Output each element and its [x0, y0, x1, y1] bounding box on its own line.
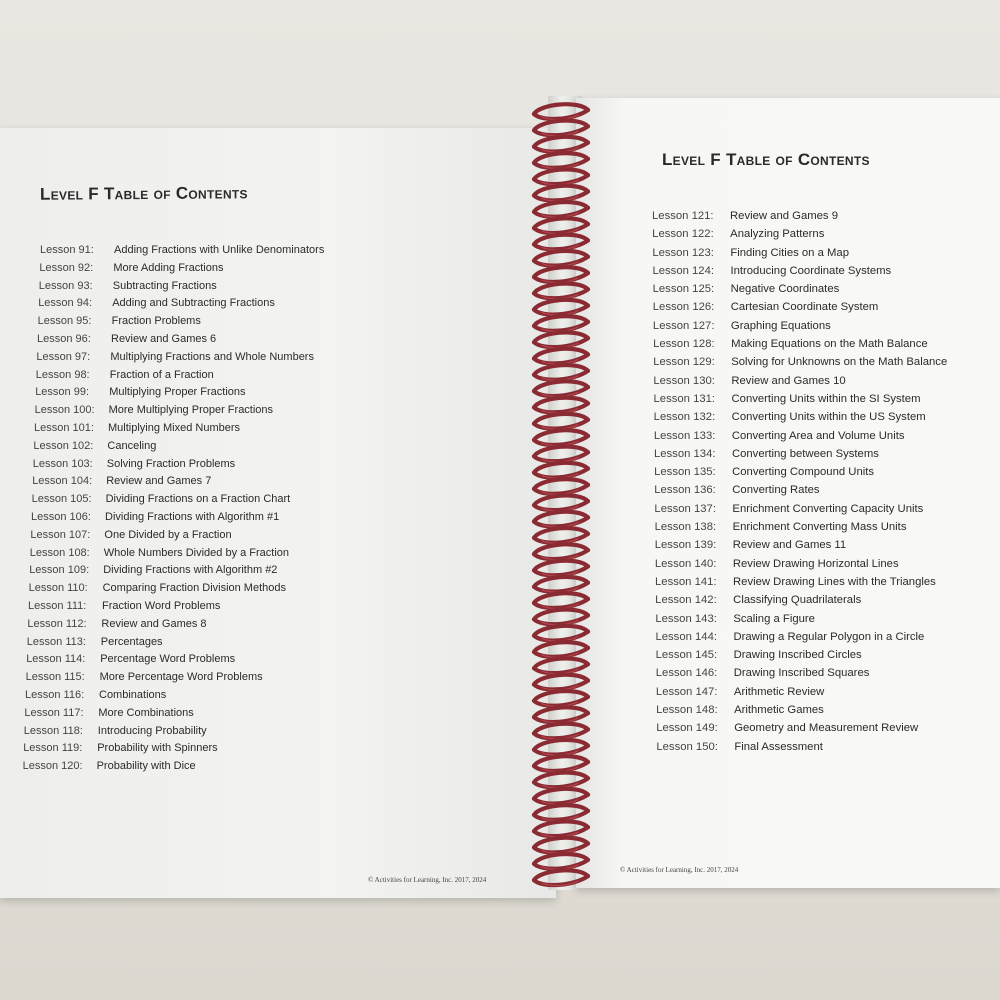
- left-copyright: © Activities for Learning, Inc. 2017, 2024: [368, 876, 487, 884]
- lesson-title: One Divided by a Fraction: [104, 528, 232, 541]
- toc-entry: [39, 280, 369, 298]
- lesson-number: Lesson 95:: [37, 315, 92, 328]
- lesson-number: Lesson 106:: [31, 510, 91, 523]
- lesson-number: Lesson 107:: [30, 528, 91, 541]
- lesson-number: Lesson 119:: [23, 742, 83, 755]
- lesson-title: Solving Fraction Problems: [106, 457, 236, 470]
- toc-entry: [655, 594, 985, 612]
- lesson-title: Converting Rates: [732, 484, 820, 497]
- lesson-number: Lesson 126:: [652, 301, 715, 314]
- lesson-number: Lesson 109:: [29, 564, 90, 577]
- toc-entry: [656, 686, 986, 704]
- lesson-title: Review and Games 8: [101, 617, 207, 630]
- lesson-title: Dividing Fractions on a Fraction Chart: [105, 493, 291, 506]
- toc-entry: [653, 283, 983, 301]
- lesson-title: More Percentage Word Problems: [99, 671, 263, 684]
- toc-entry: [656, 722, 986, 740]
- toc-entry: [31, 511, 361, 529]
- toc-entry: [25, 689, 355, 707]
- lesson-title: Cartesian Coordinate System: [730, 301, 879, 314]
- lesson-number: Lesson 92:: [39, 261, 94, 274]
- toc-entry: [653, 375, 983, 393]
- lesson-number: Lesson 135:: [654, 466, 716, 479]
- toc-entry: [29, 564, 359, 582]
- toc-entry: [654, 393, 984, 411]
- toc-entry: [32, 493, 362, 511]
- lesson-title: Enrichment Converting Capacity Units: [732, 502, 924, 515]
- lesson-number: Lesson 131:: [653, 392, 716, 405]
- toc-entry: [24, 725, 354, 743]
- lesson-number: Lesson 138:: [654, 521, 717, 534]
- lesson-title: Finding Cities on a Map: [730, 246, 849, 259]
- toc-entry: [652, 228, 982, 246]
- lesson-number: Lesson 102:: [33, 439, 94, 452]
- lesson-title: Fraction Problems: [111, 315, 201, 328]
- toc-entry: [35, 386, 365, 404]
- toc-entry: [652, 210, 982, 228]
- lesson-title: Combinations: [99, 688, 167, 701]
- left-page-title: Level F Table of Contents: [39, 183, 248, 204]
- lesson-number: Lesson 134:: [653, 447, 716, 460]
- toc-entry: [652, 265, 982, 283]
- lesson-number: Lesson 147:: [655, 685, 718, 698]
- toc-entry: [653, 301, 983, 319]
- lesson-title: More Multiplying Proper Fractions: [108, 404, 274, 417]
- toc-entry: [655, 631, 985, 649]
- toc-entry: [654, 484, 984, 502]
- right-page-title: Level F Table of Contents: [662, 150, 870, 169]
- toc-entry: [39, 262, 369, 280]
- lesson-number: Lesson 105:: [31, 493, 92, 506]
- lesson-title: Making Equations on the Math Balance: [731, 338, 928, 351]
- toc-entry: [654, 466, 984, 484]
- lesson-number: Lesson 145:: [655, 649, 718, 662]
- toc-entry: [652, 247, 982, 265]
- lesson-title: Whole Numbers Divided by a Fraction: [103, 546, 290, 559]
- toc-entry: [27, 636, 357, 654]
- lesson-title: Review and Games 9: [730, 210, 838, 222]
- lesson-number: Lesson 129:: [653, 356, 715, 369]
- lesson-title: Classifying Quadrilaterals: [733, 594, 862, 607]
- lesson-number: Lesson 99:: [35, 386, 90, 399]
- lesson-title: Review and Games 10: [731, 374, 846, 387]
- lesson-number: Lesson 123:: [652, 246, 714, 259]
- lesson-number: Lesson 142:: [655, 594, 717, 607]
- toc-entry: [656, 667, 986, 685]
- lesson-number: Lesson 113:: [26, 635, 86, 648]
- lesson-number: Lesson 144:: [655, 630, 718, 643]
- lesson-number: Lesson 116:: [25, 688, 85, 701]
- toc-entry: [30, 529, 360, 547]
- lesson-title: Probability with Spinners: [97, 742, 218, 755]
- toc-entry: [656, 704, 986, 722]
- lesson-title: Review Drawing Lines with the Triangles: [733, 575, 936, 588]
- lesson-title: Arithmetic Games: [734, 704, 824, 717]
- toc-entry: [655, 576, 985, 594]
- lesson-title: Introducing Coordinate Systems: [730, 264, 892, 277]
- lesson-title: Fraction of a Fraction: [109, 368, 214, 381]
- lesson-title: Review and Games 6: [111, 332, 217, 345]
- toc-entry: [33, 440, 363, 458]
- left-page: [0, 128, 556, 898]
- lesson-number: Lesson 127:: [652, 319, 715, 332]
- toc-entry: [655, 521, 985, 539]
- lesson-number: Lesson 103:: [32, 457, 93, 470]
- toc-entry: [36, 351, 366, 369]
- lesson-number: Lesson 148:: [656, 704, 718, 717]
- lesson-title: Converting Compound Units: [732, 466, 875, 479]
- lesson-number: Lesson 112:: [27, 617, 87, 630]
- toc-entry: [653, 338, 983, 356]
- lesson-title: Introducing Probability: [97, 724, 207, 737]
- toc-entry: [30, 547, 360, 565]
- lesson-number: Lesson 140:: [654, 557, 717, 570]
- right-page: [576, 98, 1000, 888]
- lesson-title: Drawing Inscribed Circles: [733, 649, 862, 662]
- lesson-title: Review and Games 7: [106, 475, 212, 488]
- toc-entry: [24, 707, 354, 725]
- toc-entry: [29, 582, 359, 600]
- lesson-title: Graphing Equations: [730, 319, 831, 332]
- lesson-title: Review Drawing Horizontal Lines: [732, 557, 899, 570]
- lesson-title: Drawing Inscribed Squares: [733, 667, 870, 680]
- spiral-binding: [520, 96, 600, 896]
- lesson-number: Lesson 98:: [35, 368, 90, 381]
- lesson-number: Lesson 111:: [28, 599, 87, 612]
- toc-entry: [38, 315, 368, 333]
- lesson-title: Converting Units within the SI System: [731, 392, 921, 405]
- lesson-number: Lesson 130:: [653, 374, 715, 387]
- lesson-title: Converting Units within the US System: [731, 411, 926, 424]
- lesson-title: Multiplying Proper Fractions: [109, 386, 246, 399]
- lesson-title: Review and Games 11: [732, 539, 847, 552]
- lesson-title: More Combinations: [98, 706, 194, 719]
- lesson-title: Negative Coordinates: [730, 283, 840, 296]
- lesson-title: Final Assessment: [734, 740, 823, 753]
- toc-entry: [32, 475, 362, 493]
- lesson-title: Multiplying Mixed Numbers: [108, 421, 241, 434]
- toc-entry: [655, 613, 985, 631]
- lesson-number: Lesson 141:: [655, 575, 717, 588]
- toc-entry: [28, 600, 358, 618]
- toc-entry: [23, 742, 353, 760]
- lesson-number: Lesson 128:: [653, 338, 715, 351]
- toc-entry: [37, 333, 367, 351]
- lesson-title: Arithmetic Review: [733, 685, 825, 698]
- lesson-number: Lesson 133:: [653, 429, 716, 442]
- lesson-number: Lesson 143:: [655, 612, 717, 625]
- toc-entry: [27, 618, 357, 636]
- toc-entry: [26, 653, 356, 671]
- lesson-number: Lesson 115:: [25, 671, 85, 684]
- toc-entry: [36, 369, 366, 387]
- right-copyright: © Activities for Learning, Inc. 2017, 2024: [620, 866, 739, 874]
- toc-entry: [656, 741, 986, 759]
- lesson-title: Fraction Word Problems: [102, 599, 221, 612]
- toc-entry: [23, 760, 353, 778]
- lesson-number: Lesson 97:: [36, 350, 91, 363]
- lesson-number: Lesson 104:: [32, 475, 93, 488]
- toc-entry: [655, 539, 985, 557]
- lesson-number: Lesson 122:: [652, 228, 714, 241]
- toc-entry: [653, 320, 983, 338]
- lesson-number: Lesson 139:: [654, 539, 717, 552]
- lesson-number: Lesson 125:: [652, 283, 715, 296]
- lesson-title: Comparing Fraction Division Methods: [102, 582, 287, 595]
- lesson-title: Solving for Unknowns on the Math Balance: [731, 356, 948, 369]
- lesson-title: Percentage Word Problems: [100, 653, 236, 666]
- lesson-title: Canceling: [107, 439, 157, 452]
- lesson-title: Scaling a Figure: [733, 612, 815, 625]
- lesson-number: Lesson 100:: [34, 404, 95, 417]
- lesson-number: Lesson 118:: [23, 724, 83, 737]
- lesson-number: Lesson 120:: [22, 760, 83, 773]
- lesson-number: Lesson 150:: [656, 740, 718, 753]
- lesson-number: Lesson 101:: [34, 421, 94, 434]
- toc-entry: [33, 458, 363, 476]
- lesson-title: Subtracting Fractions: [112, 279, 217, 292]
- lesson-title: Percentages: [100, 635, 163, 648]
- lesson-title: Adding and Subtracting Fractions: [112, 297, 275, 310]
- lesson-title: Analyzing Patterns: [730, 228, 825, 241]
- toc-entry: [653, 356, 983, 374]
- toc-entry: [654, 430, 984, 448]
- lesson-number: Lesson 137:: [654, 502, 716, 515]
- right-toc-list: [652, 210, 992, 759]
- lesson-number: Lesson 146:: [655, 667, 718, 680]
- lesson-title: Dividing Fractions with Algorithm #1: [105, 510, 280, 523]
- lesson-number: Lesson 94:: [38, 297, 93, 310]
- lesson-number: Lesson 114:: [26, 653, 86, 666]
- toc-entry: [654, 503, 984, 521]
- lesson-title: More Adding Fractions: [113, 261, 224, 274]
- toc-entry: [40, 244, 370, 262]
- left-toc-list: [22, 244, 352, 778]
- lesson-number: Lesson 96:: [37, 332, 91, 345]
- toc-entry: [654, 411, 984, 429]
- toc-entry: [654, 448, 984, 466]
- lesson-title: Drawing a Regular Polygon in a Circle: [733, 630, 925, 643]
- toc-entry: [34, 422, 364, 440]
- lesson-title: Dividing Fractions with Algorithm #2: [103, 564, 278, 577]
- lesson-number: Lesson 93:: [38, 279, 93, 292]
- lesson-title: Converting between Systems: [731, 447, 879, 460]
- lesson-number: Lesson 121:: [652, 210, 714, 222]
- toc-entry: [655, 558, 985, 576]
- lesson-number: Lesson 108:: [29, 546, 90, 559]
- lesson-title: Adding Fractions with Unlike Denominators: [114, 244, 325, 256]
- lesson-title: Multiplying Fractions and Whole Numbers: [110, 350, 314, 363]
- lesson-number: Lesson 117:: [24, 706, 84, 719]
- lesson-title: Converting Area and Volume Units: [731, 429, 905, 442]
- lesson-title: Probability with Dice: [96, 760, 196, 773]
- toc-entry: [656, 649, 986, 667]
- lesson-number: Lesson 91:: [40, 244, 94, 256]
- lesson-number: Lesson 149:: [656, 722, 718, 735]
- lesson-title: Geometry and Measurement Review: [734, 722, 919, 735]
- lesson-number: Lesson 124:: [652, 264, 715, 277]
- toc-entry: [35, 404, 365, 422]
- lesson-number: Lesson 136:: [654, 484, 716, 497]
- toc-entry: [26, 671, 356, 689]
- lesson-number: Lesson 110:: [28, 582, 88, 595]
- toc-entry: [38, 297, 368, 315]
- lesson-number: Lesson 132:: [653, 411, 716, 424]
- lesson-title: Enrichment Converting Mass Units: [732, 521, 907, 534]
